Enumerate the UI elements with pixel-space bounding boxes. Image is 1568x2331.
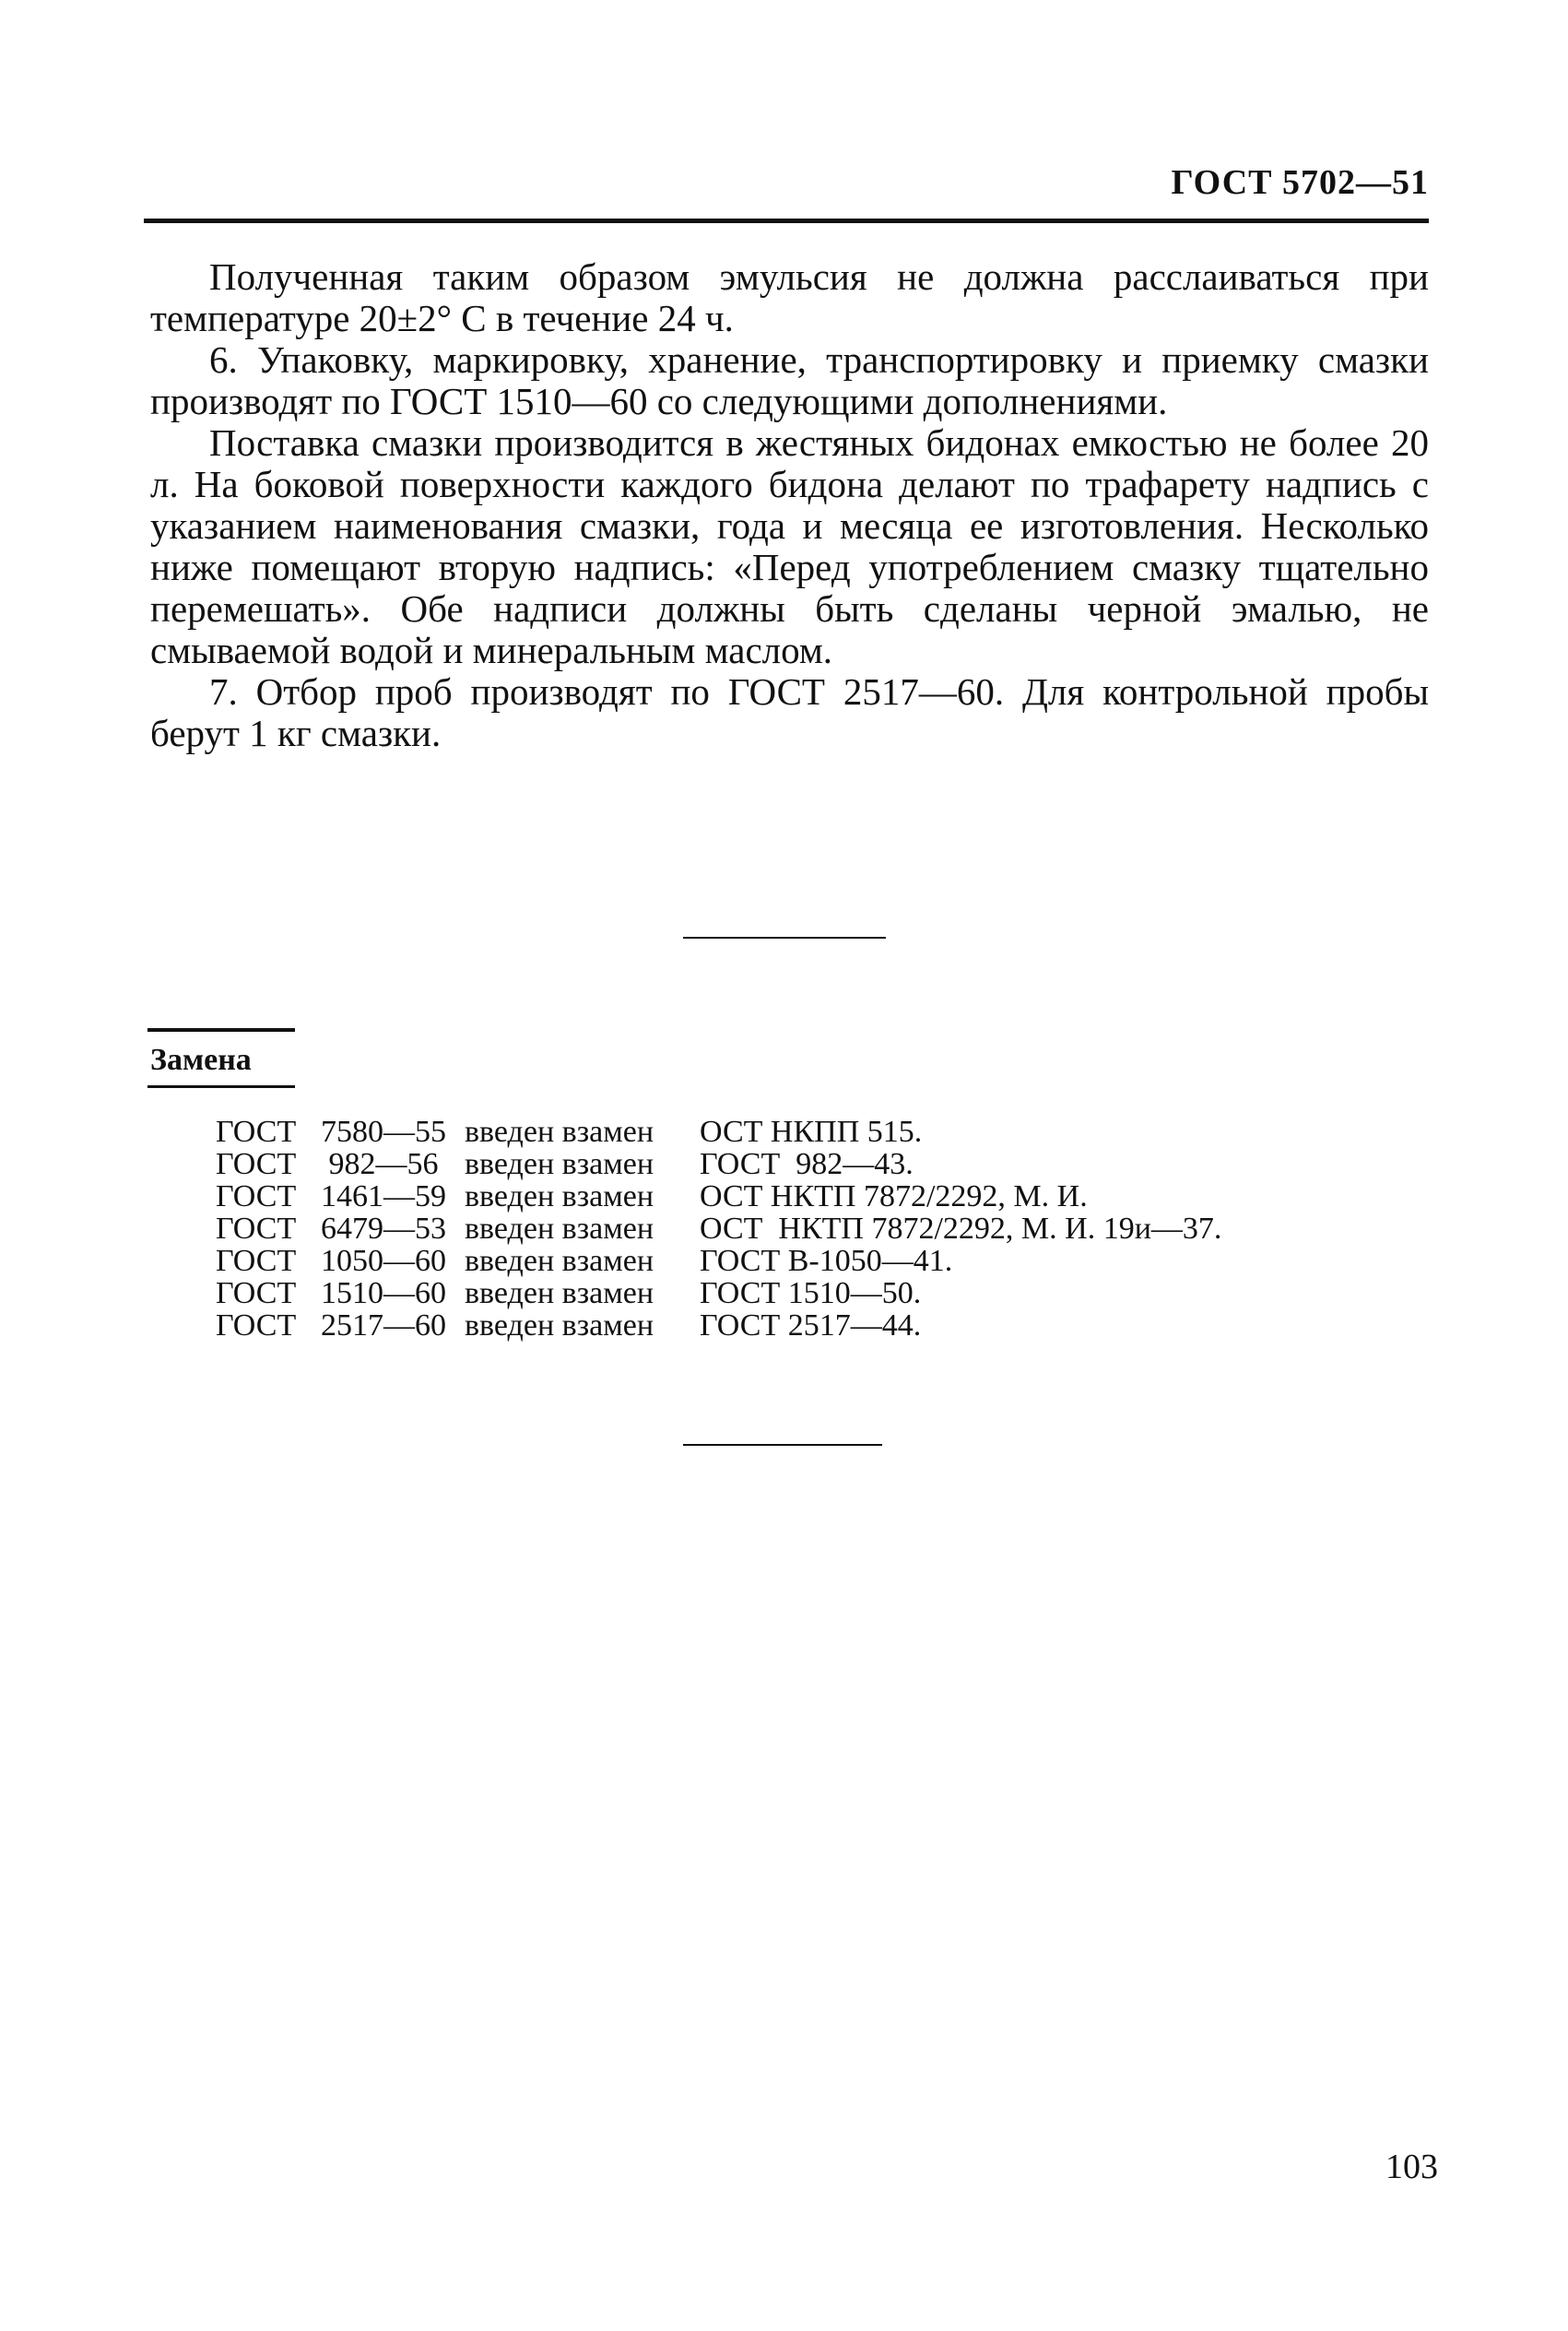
standard-number: 1510—60 [321, 1276, 446, 1310]
replaced-standard: ГОСТ 2517—44. [700, 1308, 922, 1343]
replacement-row [216, 1309, 1221, 1342]
replaced-standard: ГОСТ 1510—50. [700, 1276, 922, 1310]
replacement-row [216, 1277, 1221, 1309]
paragraph-delivery: Поставка смазки производится в жестяных бидонах емкостью не более 20 л. На боковой поверхности каждого бидона делают по трафарету надпись с указанием наименования смазки, года и месяца ее изготовления. Несколько ниже помещают вторую надпись: «Перед употреблением смазку тщательно перемешать». Обе надписи должны быть сделаны черной эмалью, не смываемой водой и минеральным маслом. [150, 421, 1429, 671]
standard-prefix: ГОСТ [216, 1244, 297, 1278]
end-divider [683, 1444, 882, 1446]
replacement-row [216, 1180, 1221, 1213]
replacement-row [216, 1148, 1221, 1180]
zamena-bottom-rule [147, 1085, 295, 1088]
replacement-row [216, 1245, 1221, 1277]
replaced-standard: ОСТ НКТП 7872/2292, М. И. [700, 1179, 1088, 1213]
replacement-row [216, 1213, 1221, 1245]
standard-prefix: ГОСТ [216, 1276, 297, 1310]
replacement-verb: введен взамен [465, 1308, 654, 1343]
page-number: 103 [1385, 2148, 1438, 2186]
paragraph-sampling: 7. Отбор проб производят по ГОСТ 2517—60. Для контрольной пробы берут 1 кг смазки. [150, 670, 1429, 754]
header-rule [144, 219, 1429, 223]
standard-number: 7580—55 [321, 1115, 446, 1149]
replacement-verb: введен взамен [465, 1147, 654, 1181]
replacement-row [216, 1116, 1221, 1148]
standard-prefix: ГОСТ [216, 1115, 297, 1149]
replaced-standard: ГОСТ 982—43. [700, 1147, 914, 1181]
replaced-standard: ОСТ НКПП 515. [700, 1115, 923, 1149]
replacement-list [216, 1116, 1221, 1342]
standard-number: 982—56 [321, 1147, 439, 1181]
standard-prefix: ГОСТ [216, 1308, 297, 1343]
replacement-verb: введен взамен [465, 1212, 654, 1246]
paragraph-packaging: 6. Упаковку, маркировку, хранение, транспортировку и приемку смазки производят по ГОСТ 1510—60 со следующими дополнениями. [150, 338, 1429, 422]
paragraph-emulsion: Полученная таким образом эмульсия не должна расслаиваться при температуре 20±2° С в течение 24 ч. [150, 255, 1429, 339]
standard-number: 2517—60 [321, 1308, 446, 1343]
zamena-title: Замена [150, 1043, 252, 1077]
standard-number: 1050—60 [321, 1244, 446, 1278]
zamena-top-rule [147, 1028, 295, 1032]
section-divider [683, 937, 886, 939]
standard-prefix: ГОСТ [216, 1147, 297, 1181]
standard-number: 1461—59 [321, 1179, 446, 1213]
body-text [150, 256, 1429, 754]
replaced-standard: ГОСТ В-1050—41. [700, 1244, 953, 1278]
replacement-verb: введен взамен [465, 1244, 654, 1278]
standard-prefix: ГОСТ [216, 1179, 297, 1213]
replacement-verb: введен взамен [465, 1276, 654, 1310]
replaced-standard: ОСТ НКТП 7872/2292, М. И. 19и—37. [700, 1212, 1222, 1246]
document-code: ГОСТ 5702—51 [1171, 163, 1429, 202]
standard-number: 6479—53 [321, 1212, 446, 1246]
replacement-verb: введен взамен [465, 1179, 654, 1213]
standard-prefix: ГОСТ [216, 1212, 297, 1246]
replacement-verb: введен взамен [465, 1115, 654, 1149]
